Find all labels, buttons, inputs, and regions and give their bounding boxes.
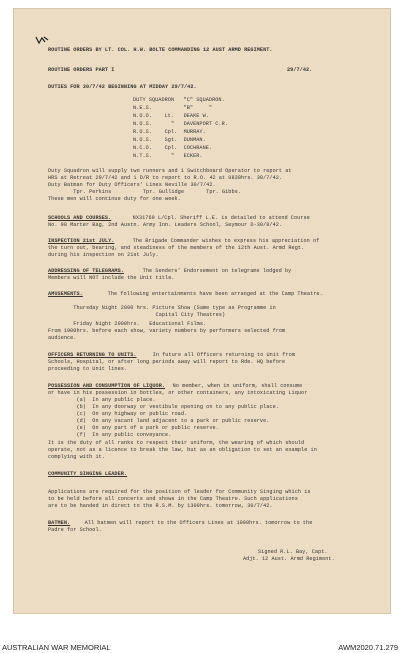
liquor-line: (e) On any part of a park or public reserve. bbox=[48, 425, 219, 431]
liquor-line: complying with it. bbox=[48, 454, 105, 460]
inspection-line: The Brigade Commander wishes to express his appreciation of bbox=[120, 238, 320, 244]
duty-row: R.O.S. Cpl. MURRAY. bbox=[133, 129, 206, 135]
schools-line: NX31769 L/Cpl. Sheriff L.E. is detailed to attend Course bbox=[120, 215, 310, 221]
duty-row: N.O.S. Sgt. DUNMAN. bbox=[133, 137, 206, 143]
duty-row: N.T.S. " ECKER. bbox=[133, 153, 203, 159]
batmen-title: BATMEN. bbox=[48, 520, 71, 526]
inspection-line: during his inspection on 21st July. bbox=[48, 252, 159, 258]
amusements-line: audience. bbox=[48, 335, 77, 341]
amusements-line: The following entertainments have been arranged at the Camp Theatre. bbox=[95, 291, 323, 297]
liquor-title: POSSESSION AND CONSUMPTION OF LIQUOR. bbox=[48, 383, 166, 389]
singing-line: are to be handed in direct to the R.S.M. by 1300hrs. tomorrow, 30/7/42. bbox=[48, 503, 273, 509]
liquor-line: (f) In any public conveyance. bbox=[48, 432, 172, 438]
duty-paragraph-line: These men will continue duty for one week. bbox=[48, 196, 181, 202]
amusements-line: Friday Night 2000hrs. Educational Films. bbox=[48, 321, 207, 327]
schools-title: SCHOOLS AND COURSES. bbox=[48, 215, 112, 221]
singing-line: Applications are required for the position of leader for Community Singing which is bbox=[48, 489, 311, 495]
amusements-title: AMUSEMENTS. bbox=[48, 291, 83, 297]
singing-line: to be held before all concerts and shows in the Camp Theatre. Such applications bbox=[48, 496, 298, 502]
amusements-line: Thursday Night 2000 hrs. Picture Show (Same type as Programme in bbox=[48, 305, 276, 311]
handwritten-mark bbox=[35, 35, 49, 45]
liquor-line: It is the duty of all ranks to respect their uniform, the wearing of which should bbox=[48, 440, 305, 446]
duties-title: DUTIES FOR 30/7/42 BEGINNING AT MIDDAY 29/7/42. bbox=[48, 84, 197, 90]
schools-line: No. 98 Marter Bag, 2nd Austn. Army Inn. Leaders School, Seymour D-30/8/42. bbox=[48, 222, 283, 228]
signature-line: Signed R.L. Bay, Capt. bbox=[258, 549, 328, 555]
officers-line: In future all Officers returning to Unit from bbox=[140, 352, 295, 358]
doc-date: 29/7/42. bbox=[287, 67, 313, 73]
officers-title: OFFICERS RETURNING TO UNITS. bbox=[48, 352, 137, 358]
liquor-line: (a) In any public place. bbox=[48, 397, 156, 403]
liquor-line: or have in his possession in bottles, or other containers, any intoxicating Liquor bbox=[48, 390, 308, 396]
part-label: ROUTINE ORDERS PART I bbox=[48, 67, 115, 73]
batmen-line: Padre for School. bbox=[48, 527, 102, 533]
officers-line: Schools, Hospital, or after long periods away will report to Rde. HQ before bbox=[48, 359, 286, 365]
duty-paragraph-line: Duty Squadron will supply two runners and 1 Switchboard Operator to report at bbox=[48, 168, 292, 174]
telegrams-line: The Senders' Endorsement on telegrams lodged by bbox=[130, 268, 292, 274]
duty-row: N.O.O. Lt. DEAKE W. bbox=[133, 113, 209, 119]
duty-paragraph-line: HRS at Retreat 29/7/42 and 1 D/R to report to R.O. 42 at 0830hrs. 30/7/42. bbox=[48, 175, 283, 181]
liquor-line: (c) On any highway or public road. bbox=[48, 411, 188, 417]
officers-line: proceeding to Unit lines. bbox=[48, 366, 128, 372]
liquor-line: No member, when in uniform, shall consume bbox=[160, 383, 303, 389]
duty-paragraph-line: Tpr. Perkins Tpr. Gullidge Tpr. Gibbs. bbox=[48, 189, 241, 195]
singing-title: COMMUNITY SINGING LEADER. bbox=[48, 471, 128, 477]
batmen-line: All batmen will report to the Officers Lines at 1000hrs. tomorrow to the bbox=[72, 520, 313, 526]
duty-paragraph-line: Duty Batman for Duty Officers' Lines Neville 30/7/42. bbox=[48, 182, 216, 188]
inspection-line: the turn out, bearing, and steadiness of the members of the 12th Aust. Armd Regt. bbox=[48, 245, 305, 251]
liquor-line: operate, not as a licence to break the law, but as an obligation to set an example in bbox=[48, 447, 317, 453]
footer-left-label: AUSTRALIAN WAR MEMORIAL bbox=[2, 643, 111, 652]
amusements-line: From 1900hrs. before each show, variety numbers by performers selected from bbox=[48, 328, 286, 334]
inspection-title: INSPECTION 21st JULY. bbox=[48, 238, 115, 244]
telegrams-title: ADDRESSING OF TELEGRAMS. bbox=[48, 268, 124, 274]
duty-row: DUTY SQUADRON "C" SQUADRON. bbox=[133, 97, 225, 103]
telegrams-line: Members will NOT include the Unit title. bbox=[48, 275, 175, 281]
doc-heading: ROUTINE ORDERS BY LT. COL. H.W. BOLTE COMMANDING 12 AUST ARMD REGIMENT. bbox=[48, 47, 273, 53]
signature-title: Adjt. 12 Aust. Armd Regiment. bbox=[243, 556, 335, 562]
amusements-line: Capital City Theatres) bbox=[48, 312, 226, 318]
duty-row: N.O.S. " DAVENPORT C.R. bbox=[133, 121, 228, 127]
footer-accession-number: AWM2020.71.279 bbox=[338, 643, 398, 652]
liquor-line: (d) On any vacant land adjacent to a park or public reserve. bbox=[48, 418, 270, 424]
duty-row: N.E.S. "B" " bbox=[133, 105, 213, 111]
liquor-line: (b) In any doorway or vestibule opening on to any public place. bbox=[48, 404, 279, 410]
duty-row: N.C.O. Cpl. COCHRANE. bbox=[133, 145, 213, 151]
